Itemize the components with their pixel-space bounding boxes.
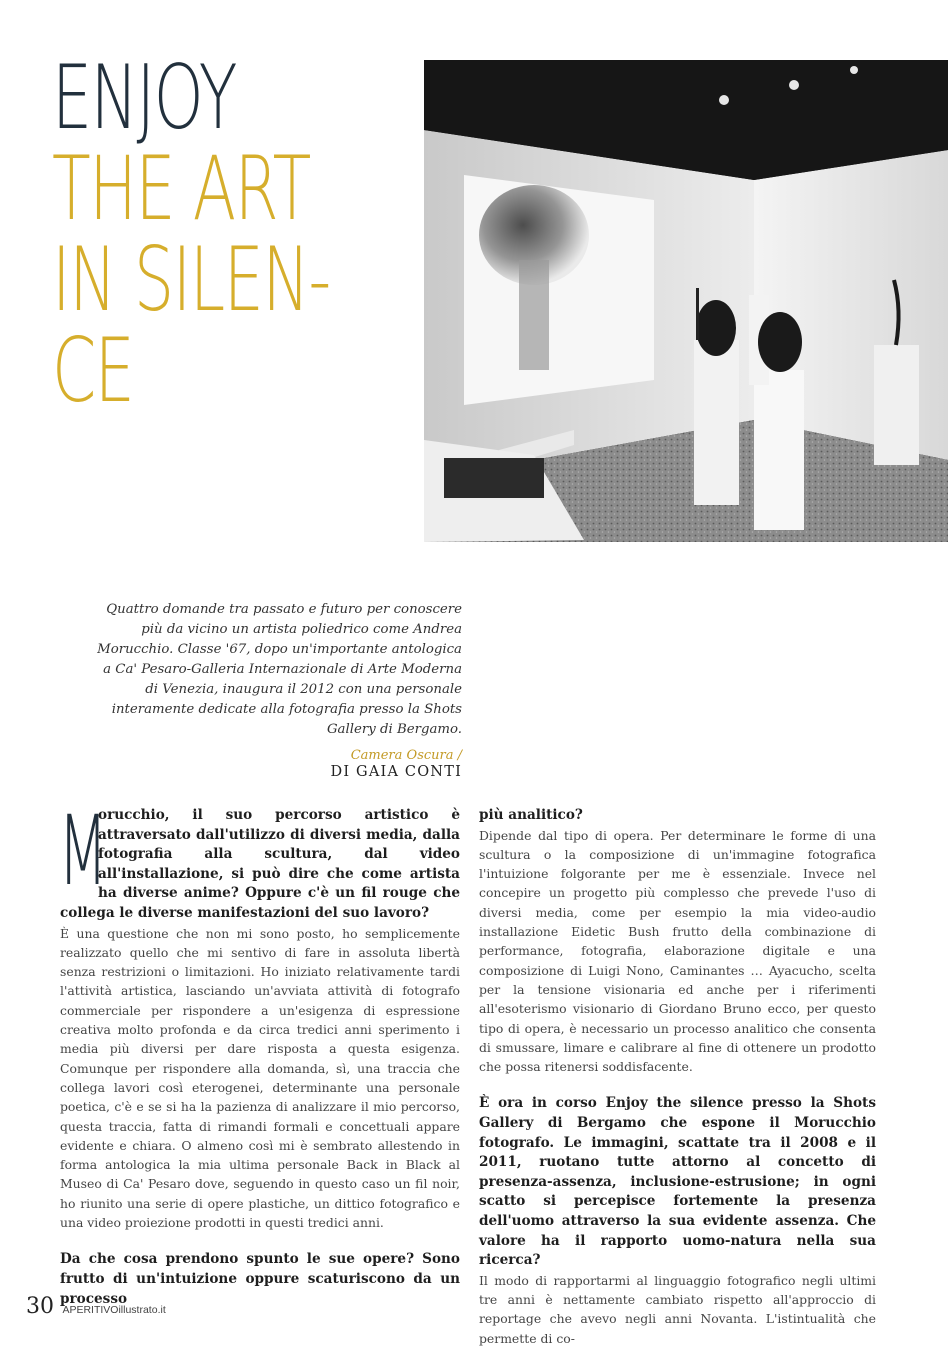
answer-2: Dipende dal tipo di opera. Per determinare le forme di una scultura o la composizione di un'immagine fotografica l'intuizione folgorante per me è essenziale. Invece nel concepire un progetto più complesso che prevede l'uso di diversi media, come per esempio la mia video-audio installazione Eidetic Bush frutto della combinazione di performance, fotografia, elaborazione digitale e una composizione di Luigi Nono, Caminantes … Ayacucho, scelta per la tensione visionaria ed anche per i riferimenti all'esoterismo visionario di Giordano Bruno ecco, per questo tipo di opera, è necessario un processo analitico che consenta di smussare, limare e calibrare al fine di ottenere un prodotto che possa ritenersi soddisfacente. (479, 827, 876, 1075)
column-left (58, 795, 460, 1309)
magazine-site: APERITIVOillustrato.it (62, 1304, 166, 1316)
gallery-photo-drawing (424, 60, 948, 542)
intro-text: Quattro domande tra passato e futuro per conoscere più da vicino un artista poliedrico come Andrea Morucchio. Classe '67, dopo un'importante antologica a Ca' Pesaro-Galleria Internazionale di Arte Moderna di Venezia, inaugura il 2012 con una personale interamente dedicate alla fotografia presso la Shots Gallery di Bergamo. (97, 602, 462, 737)
question-3: È ora in corso Enjoy the silence presso la Shots Gallery di Bergamo che espone il Morucchio fotografo. Le immagini, scattate tra il 2008 e il 2011, ruotano tutte attorno al concetto di presenza-assenza, inclusione-estrusione; in ogni scatto si percepisce fortemente la presenza dell'uomo attraverso la sua evidente assenza. Che valore ha il rapporto uomo-natura nella sua ricerca? (479, 1095, 876, 1269)
author-byline: DI GAIA CONTI (330, 764, 462, 780)
article-title (52, 46, 330, 422)
question-2: Da che cosa prendono spunto le sue opere? Sono frutto di un'intuizione oppure scaturiscono da un processo (60, 1251, 460, 1307)
question-2-end: più analitico? (479, 807, 583, 823)
drop-cap: M (58, 795, 108, 907)
page-footer (26, 1294, 166, 1319)
title-line-3: IN SILEN- (52, 228, 330, 331)
section-rubric: Camera Oscura / (350, 748, 462, 763)
title-line-2: THE ART (52, 137, 310, 240)
question-1-text: orucchio, il suo percorso artistico è attraversato dall'utilizzo di diversi media, dalla fotografia alla scultura, dal video all'installazione, si può dire che come artista ha diverse anime? Oppure c'è un fil rouge che collega le diverse manifestazioni del suo lavoro? (60, 807, 460, 921)
question-1 (58, 795, 460, 924)
answer-3: Il modo di rapportarmi al linguaggio fotografico negli ultimi tre anni è nettamente cambiato rispetto all'approccio di reportage che avevo negli anni Novanta. L'istintualità che permette di co- (479, 1272, 876, 1346)
column-right (479, 806, 876, 1348)
title-line-4: CE (52, 319, 134, 422)
answer-1: È una questione che non mi sono posto, ho semplicemente realizzato quello che mi sentivo di fare in assoluta libertà senza restrizioni o limitazioni. Ho iniziato relativamente tardi l'attività artistica, lasciando un'avviata attività di fotografo commerciale per rispondere a un'esigenza di espressione creativa molto profonda e da circa tredici anni sperimento i media più diversi per dare risposta a questa esigenza. Comunque per rispondere alla domanda, sì, una traccia che collega lavori così eterogenei, determinante una personale poetica, c'è e se si ha la pazienza di analizzare il mio percorso, questa traccia, fatta di rimandi formali e concettuali appare evidente e chiara. O almeno così mi è sembrato allestendo in forma antologica la mia ultima personale Back in Black al Museo di Ca' Pesaro dove, seguendo in questo caso un fil noir, ho riunito una serie di opere plastiche, un dittico fotografico e una video proiezione prodotti in questi tredici anni. (60, 925, 460, 1231)
title-line-1: ENJOY (52, 46, 237, 149)
gallery-photo (424, 60, 948, 542)
page-number: 30 (26, 1294, 54, 1319)
